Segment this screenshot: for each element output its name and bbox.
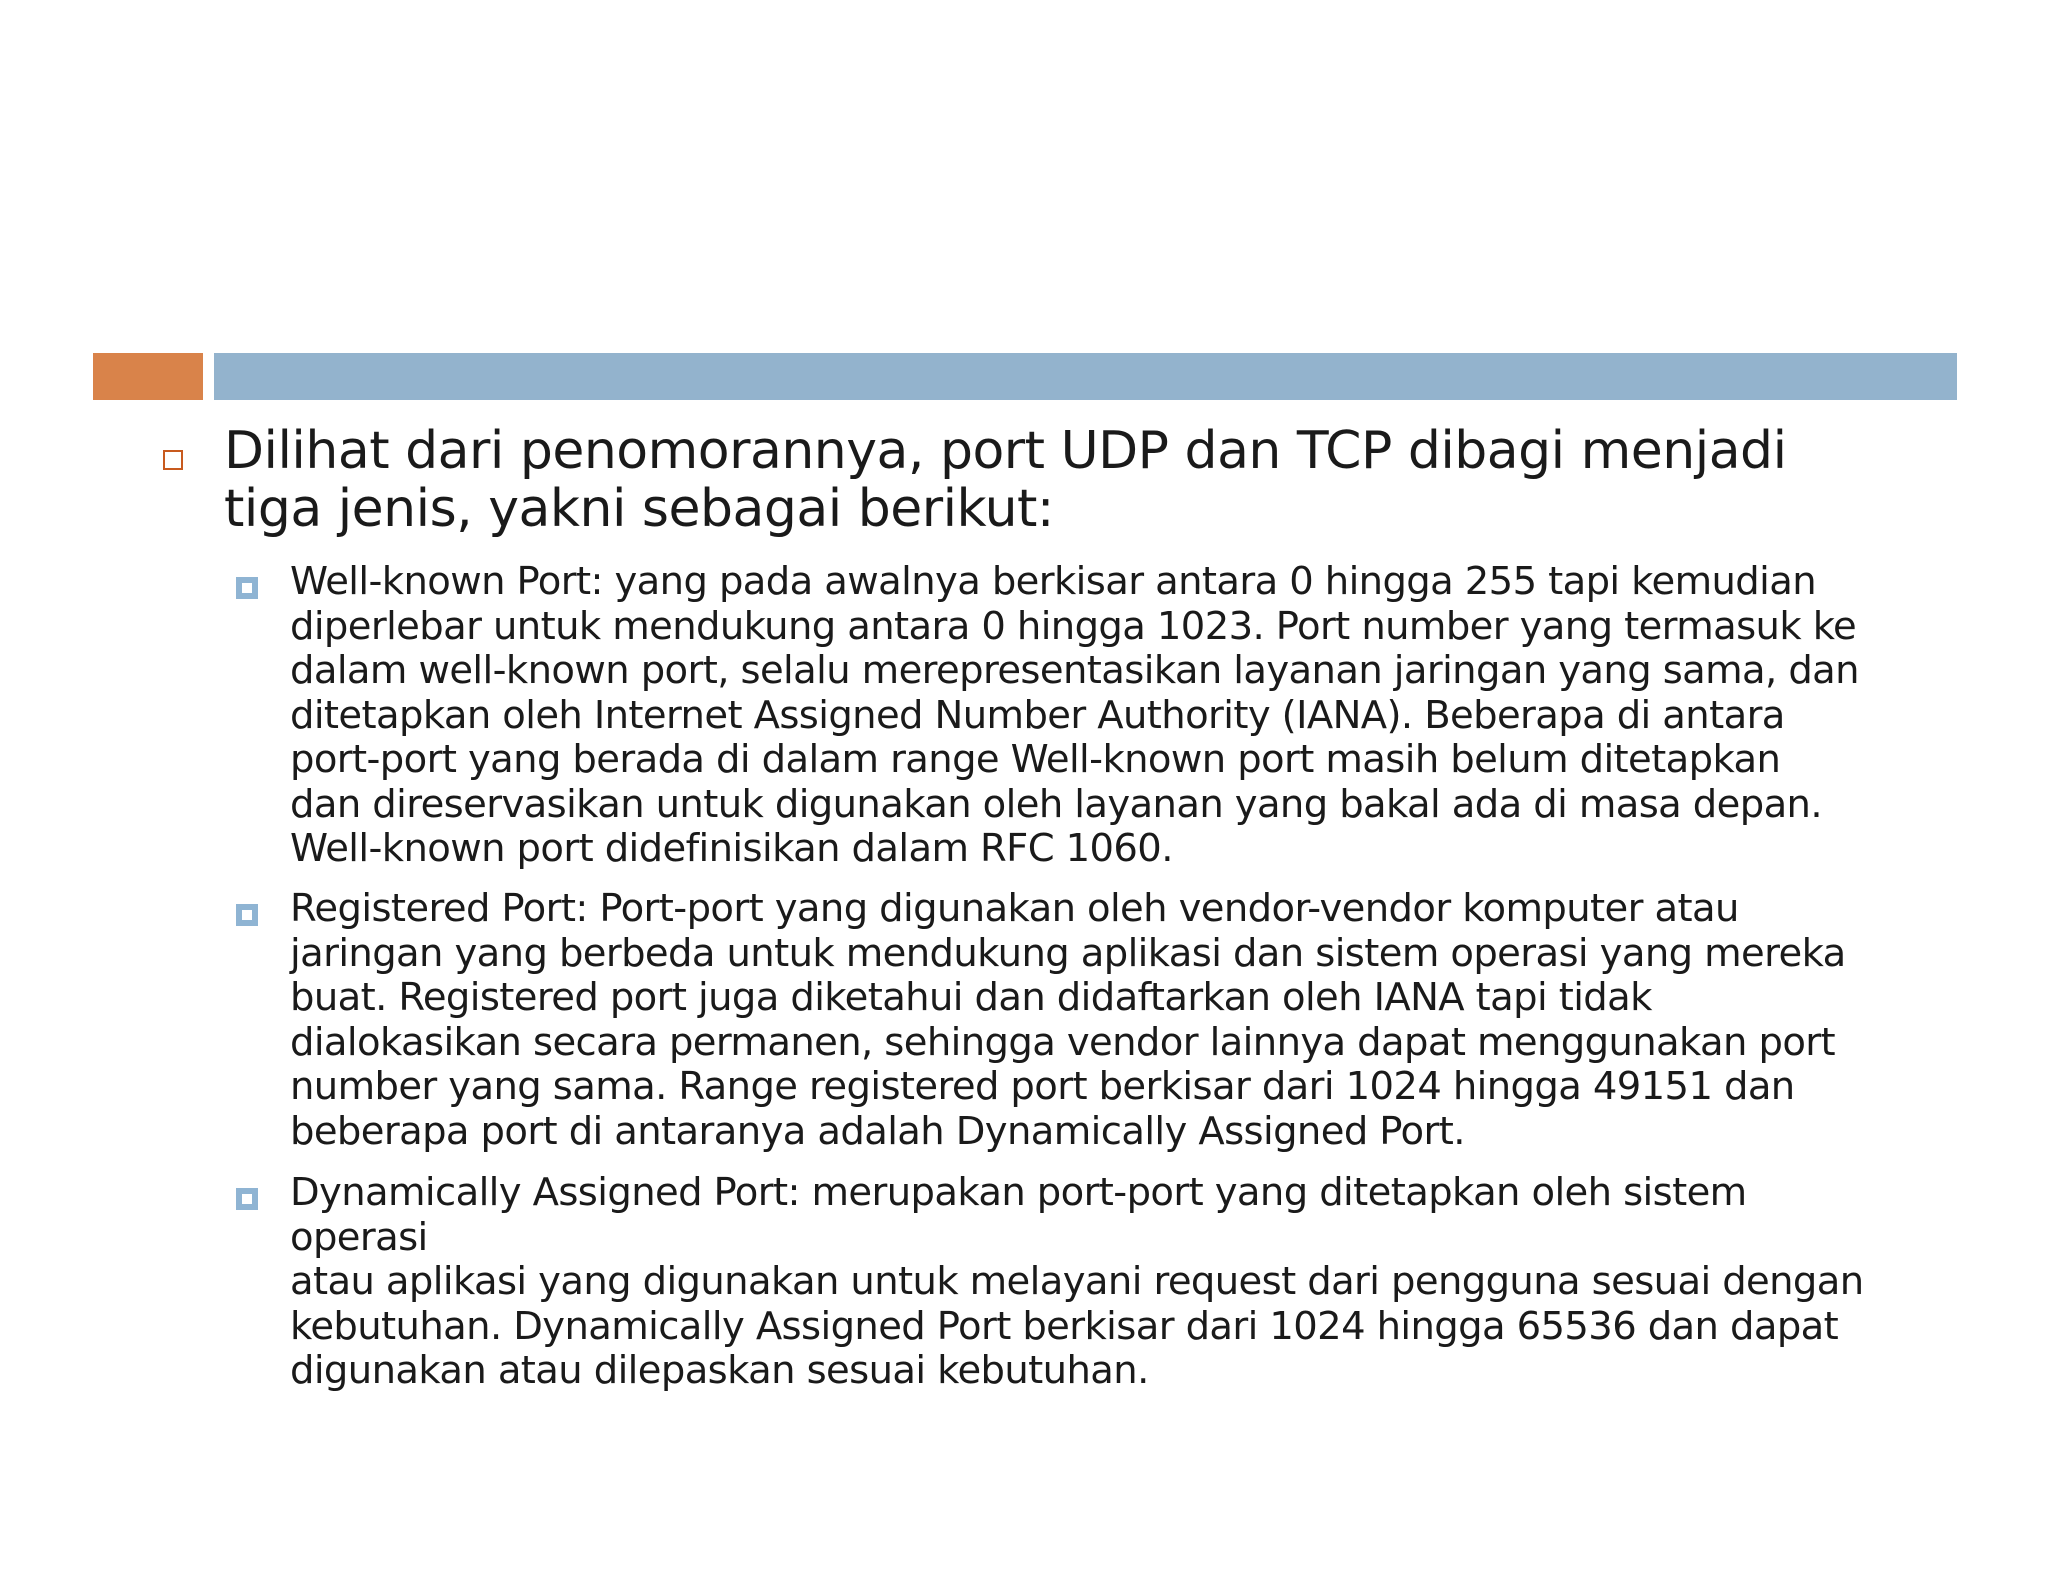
sub-bullet-registered-port <box>236 887 1876 1154</box>
sub-bullet-text: Well-known Port: yang pada awalnya berkisar antara 0 hingga 255 tapi kemudian diperlebar untuk mendukung antara 0 hingga 1023. Port number yang termasuk ke dalam well-known port, selalu merepresentasikan layanan jaringan yang sama, dan ditetapkan oleh Internet Assigned Number Authority (IANA). Beberapa di antara port-port yang berada di dalam range Well-known port masih belum ditetapkan dan direservasikan untuk digunakan oleh layanan yang bakal ada di masa depan. Well-known port didefinisikan dalam RFC 1060. <box>290 559 1859 871</box>
square-bullet-icon <box>163 450 183 470</box>
square-bullet-icon <box>236 1188 258 1210</box>
main-bullet-text: Dilihat dari penomorannya, port UDP dan TCP dibagi menjadi tiga jenis, yakni sebagai berikut: <box>224 421 1787 539</box>
sub-bullet-dynamically-assigned-port <box>236 1171 1876 1394</box>
accent-bar-blue <box>214 353 1957 400</box>
sub-bullet-well-known-port <box>236 560 1876 872</box>
accent-bar-orange <box>93 353 203 400</box>
main-bullet-point <box>160 422 1810 538</box>
sub-bullet-text: Registered Port: Port-port yang digunakan oleh vendor-vendor komputer atau jaringan yang berbeda untuk mendukung aplikasi dan sistem operasi yang mereka buat. Registered port juga diketahui dan didaftarkan oleh IANA tapi tidak dialokasikan secara permanen, sehingga vendor lainnya dapat menggunakan port number yang sama. Range registered port berkisar dari 1024 hingga 49151 dan beberapa port di antaranya adalah Dynamically Assigned Port. <box>290 886 1846 1154</box>
sub-bullet-text: Dynamically Assigned Port: merupakan port-port yang ditetapkan oleh sistem operasi atau aplikasi yang digunakan untuk melayani request dari pengguna sesuai dengan kebutuhan. Dynamically Assigned Port berkisar dari 1024 hingga 65536 dan dapat digunakan atau dilepaskan sesuai kebutuhan. <box>290 1170 1864 1393</box>
square-bullet-icon <box>236 904 258 926</box>
square-bullet-icon <box>236 577 258 599</box>
